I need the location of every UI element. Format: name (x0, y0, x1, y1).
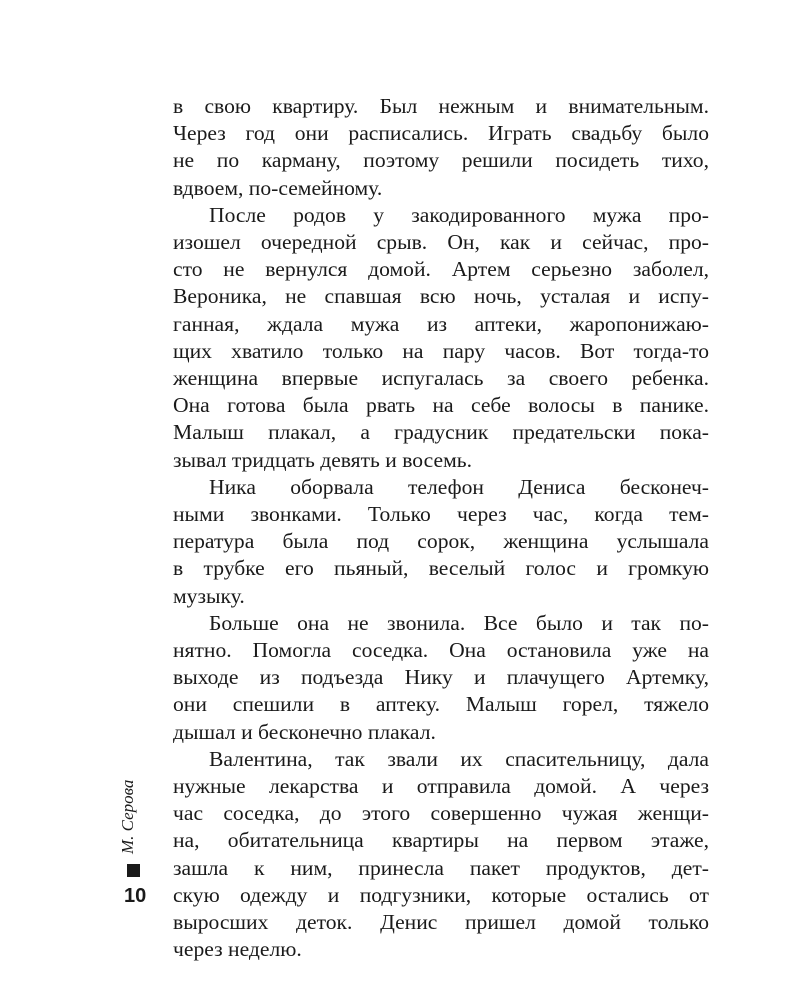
text-line: дышал и бесконечно плакал. (173, 719, 436, 744)
text-line: щих хватило только на пару часов. Вот тогда-то (173, 338, 709, 363)
paragraph (173, 746, 709, 964)
text-line: зывал тридцать девять и восемь. (173, 447, 472, 472)
text-line: женщина впервые испугалась за своего ребенка. (173, 366, 709, 391)
text-line: час соседка, до этого совершенно чужая женщи- (173, 801, 709, 826)
text-line: Она готова была рвать на себе волосы в панике. (173, 393, 709, 418)
text-line: Валентина, так звали их спасительницу, дала (209, 746, 709, 771)
text-line: они спешили в аптеку. Малыш горел, тяжело (173, 692, 709, 717)
text-line: После родов у закодированного мужа про- (209, 202, 709, 227)
text-line: пература была под сорок, женщина услышала (173, 529, 709, 554)
text-line: Малыш плакал, а градусник предательски пока- (173, 420, 709, 445)
text-line: зашла к ним, принесла пакет продуктов, дет- (173, 855, 709, 880)
text-line: музыку. (173, 583, 245, 608)
text-line: нятно. Помогла соседка. Она остановила уже на (173, 638, 709, 663)
text-line: на, обитательница квартиры на первом этаже, (173, 828, 709, 853)
text-line: через неделю. (173, 937, 302, 962)
text-line: Больше она не звонила. Все было и так по- (209, 610, 709, 635)
paragraph (173, 610, 709, 746)
running-head-author: М. Серова (118, 779, 137, 854)
black-square-marker-icon (127, 864, 140, 877)
text-line: в трубке его пьяный, веселый голос и громкую (173, 556, 709, 581)
text-line: Вероника, не спавшая всю ночь, усталая и испу- (173, 284, 709, 309)
text-line: нужные лекарства и отправила домой. А через (173, 774, 709, 799)
text-line: в свою квартиру. Был нежным и внимательным. (173, 94, 709, 118)
page-number: 10 (124, 885, 147, 907)
paragraph (173, 93, 709, 202)
paragraph (173, 202, 709, 474)
text-line: скую одежду и подгузники, которые остались от (173, 882, 709, 907)
text-line: ганная, ждала мужа из аптеки, жаропонижаю- (173, 311, 709, 336)
text-line: ными звонками. Только через час, когда тем- (173, 502, 709, 527)
text-line: изошел очередной срыв. Он, как и сейчас, про- (173, 230, 709, 255)
text-line: вдвоем, по-семейному. (173, 175, 383, 200)
body-text (173, 93, 709, 964)
text-line: выросших деток. Денис пришел домой только (173, 910, 709, 935)
paragraph (173, 474, 709, 610)
text-line: Через год они расписались. Играть свадьбу было (173, 121, 709, 146)
text-line: не по карману, поэтому решили посидеть тихо, (173, 148, 709, 173)
text-line: Ника оборвала телефон Дениса бесконеч- (209, 474, 709, 499)
text-line: сто не вернулся домой. Артем серьезно заболел, (173, 257, 709, 282)
text-line: выходе из подъезда Нику и плачущего Артемку, (173, 665, 709, 690)
